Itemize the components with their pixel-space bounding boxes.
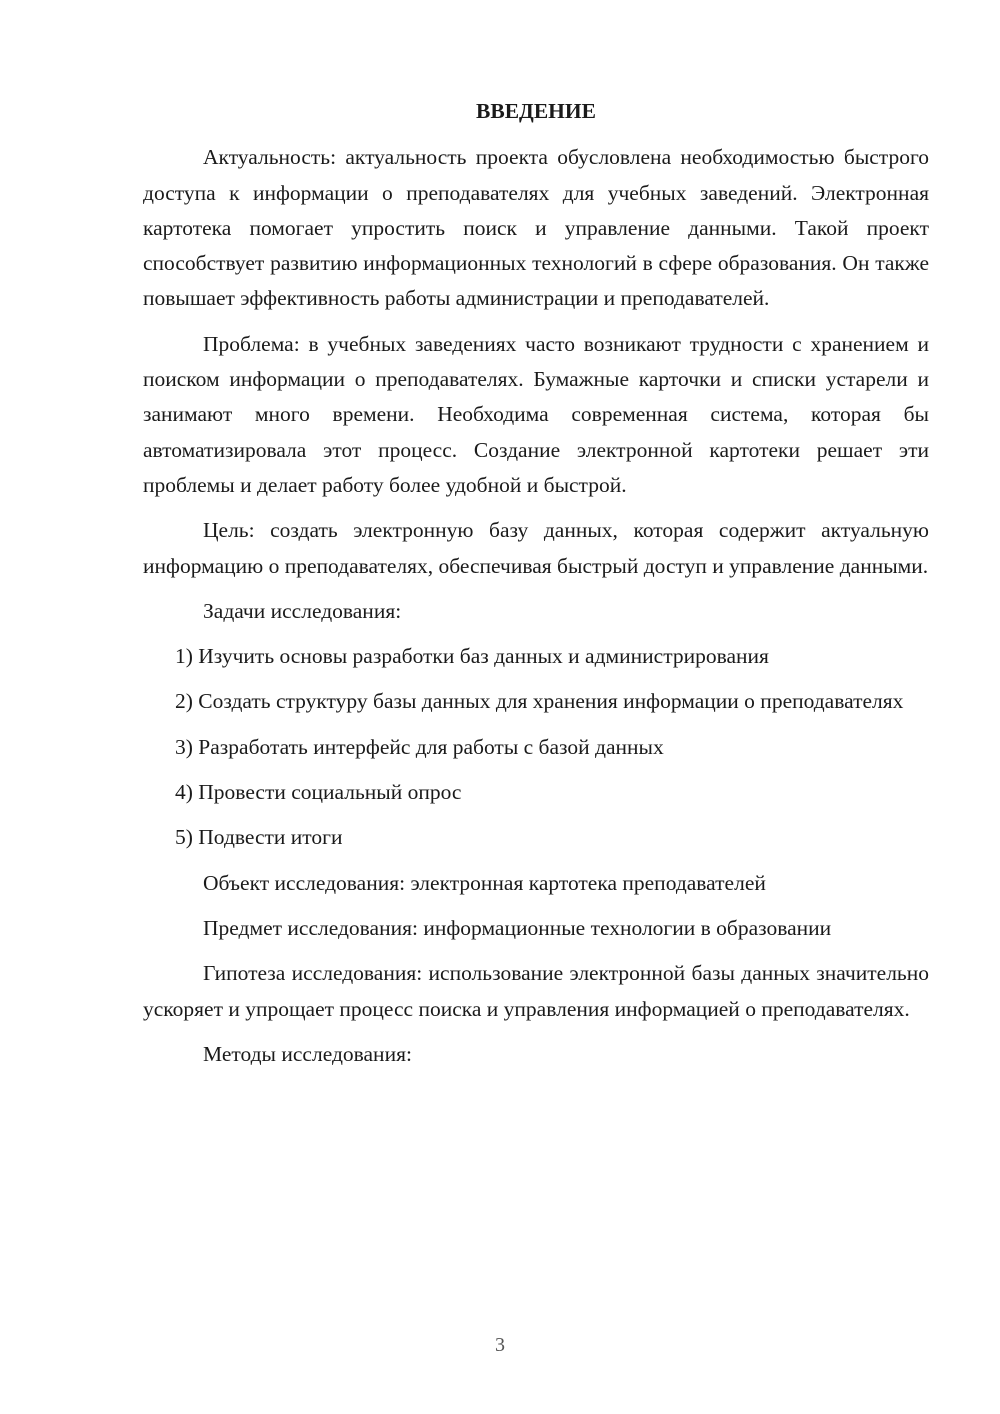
page-number: 3 <box>495 1334 505 1356</box>
research-subject: Предмет исследования: информационные технологии в образовании <box>203 915 832 940</box>
task-item: 2) Создать структуру базы данных для хранения информации о преподавателях <box>175 689 904 714</box>
tasks-heading: Задачи исследования: <box>203 598 402 623</box>
research-hypothesis: Гипотеза исследования: использование электронной базы данных значительно ускоряет и упрощает процесс поиска и управления информацией о преподавателях. <box>143 961 929 1021</box>
task-item: 5) Подвести итоги <box>175 825 343 850</box>
task-item: 1) Изучить основы разработки баз данных и администрирования <box>175 644 769 669</box>
research-object: Объект исследования: электронная картотека преподавателей <box>203 870 766 895</box>
document-body <box>143 94 929 1082</box>
methods-heading: Методы исследования: <box>203 1041 412 1066</box>
paragraph-relevance: Актуальность: актуальность проекта обусловлена необходимостью быстрого доступа к информации о преподавателях для учебных заведений. Электронная картотека помогает упростить поиск и управление данными. Такой проект способствует развитию информационных технологий в сфере образования. Он также повышает эффективность работы администрации и преподавателей. <box>143 145 929 311</box>
task-item: 3) Разработать интерфейс для работы с базой данных <box>175 734 664 759</box>
paragraph-problem: Проблема: в учебных заведениях часто возникают трудности с хранением и поиском информации о преподавателях. Бумажные карточки и списки устарели и занимают много времени. Необходима современная система, которая бы автоматизировала этот процесс. Создание электронной картотеки решает эти проблемы и делает работу более удобной и быстрой. <box>143 331 929 497</box>
paragraph-goal: Цель: создать электронную базу данных, которая содержит актуальную информацию о преподавателях, обеспечивая быстрый доступ и управление данными. <box>143 518 929 578</box>
task-item: 4) Провести социальный опрос <box>175 780 462 805</box>
section-title: ВВЕДЕНИЕ <box>476 99 596 123</box>
